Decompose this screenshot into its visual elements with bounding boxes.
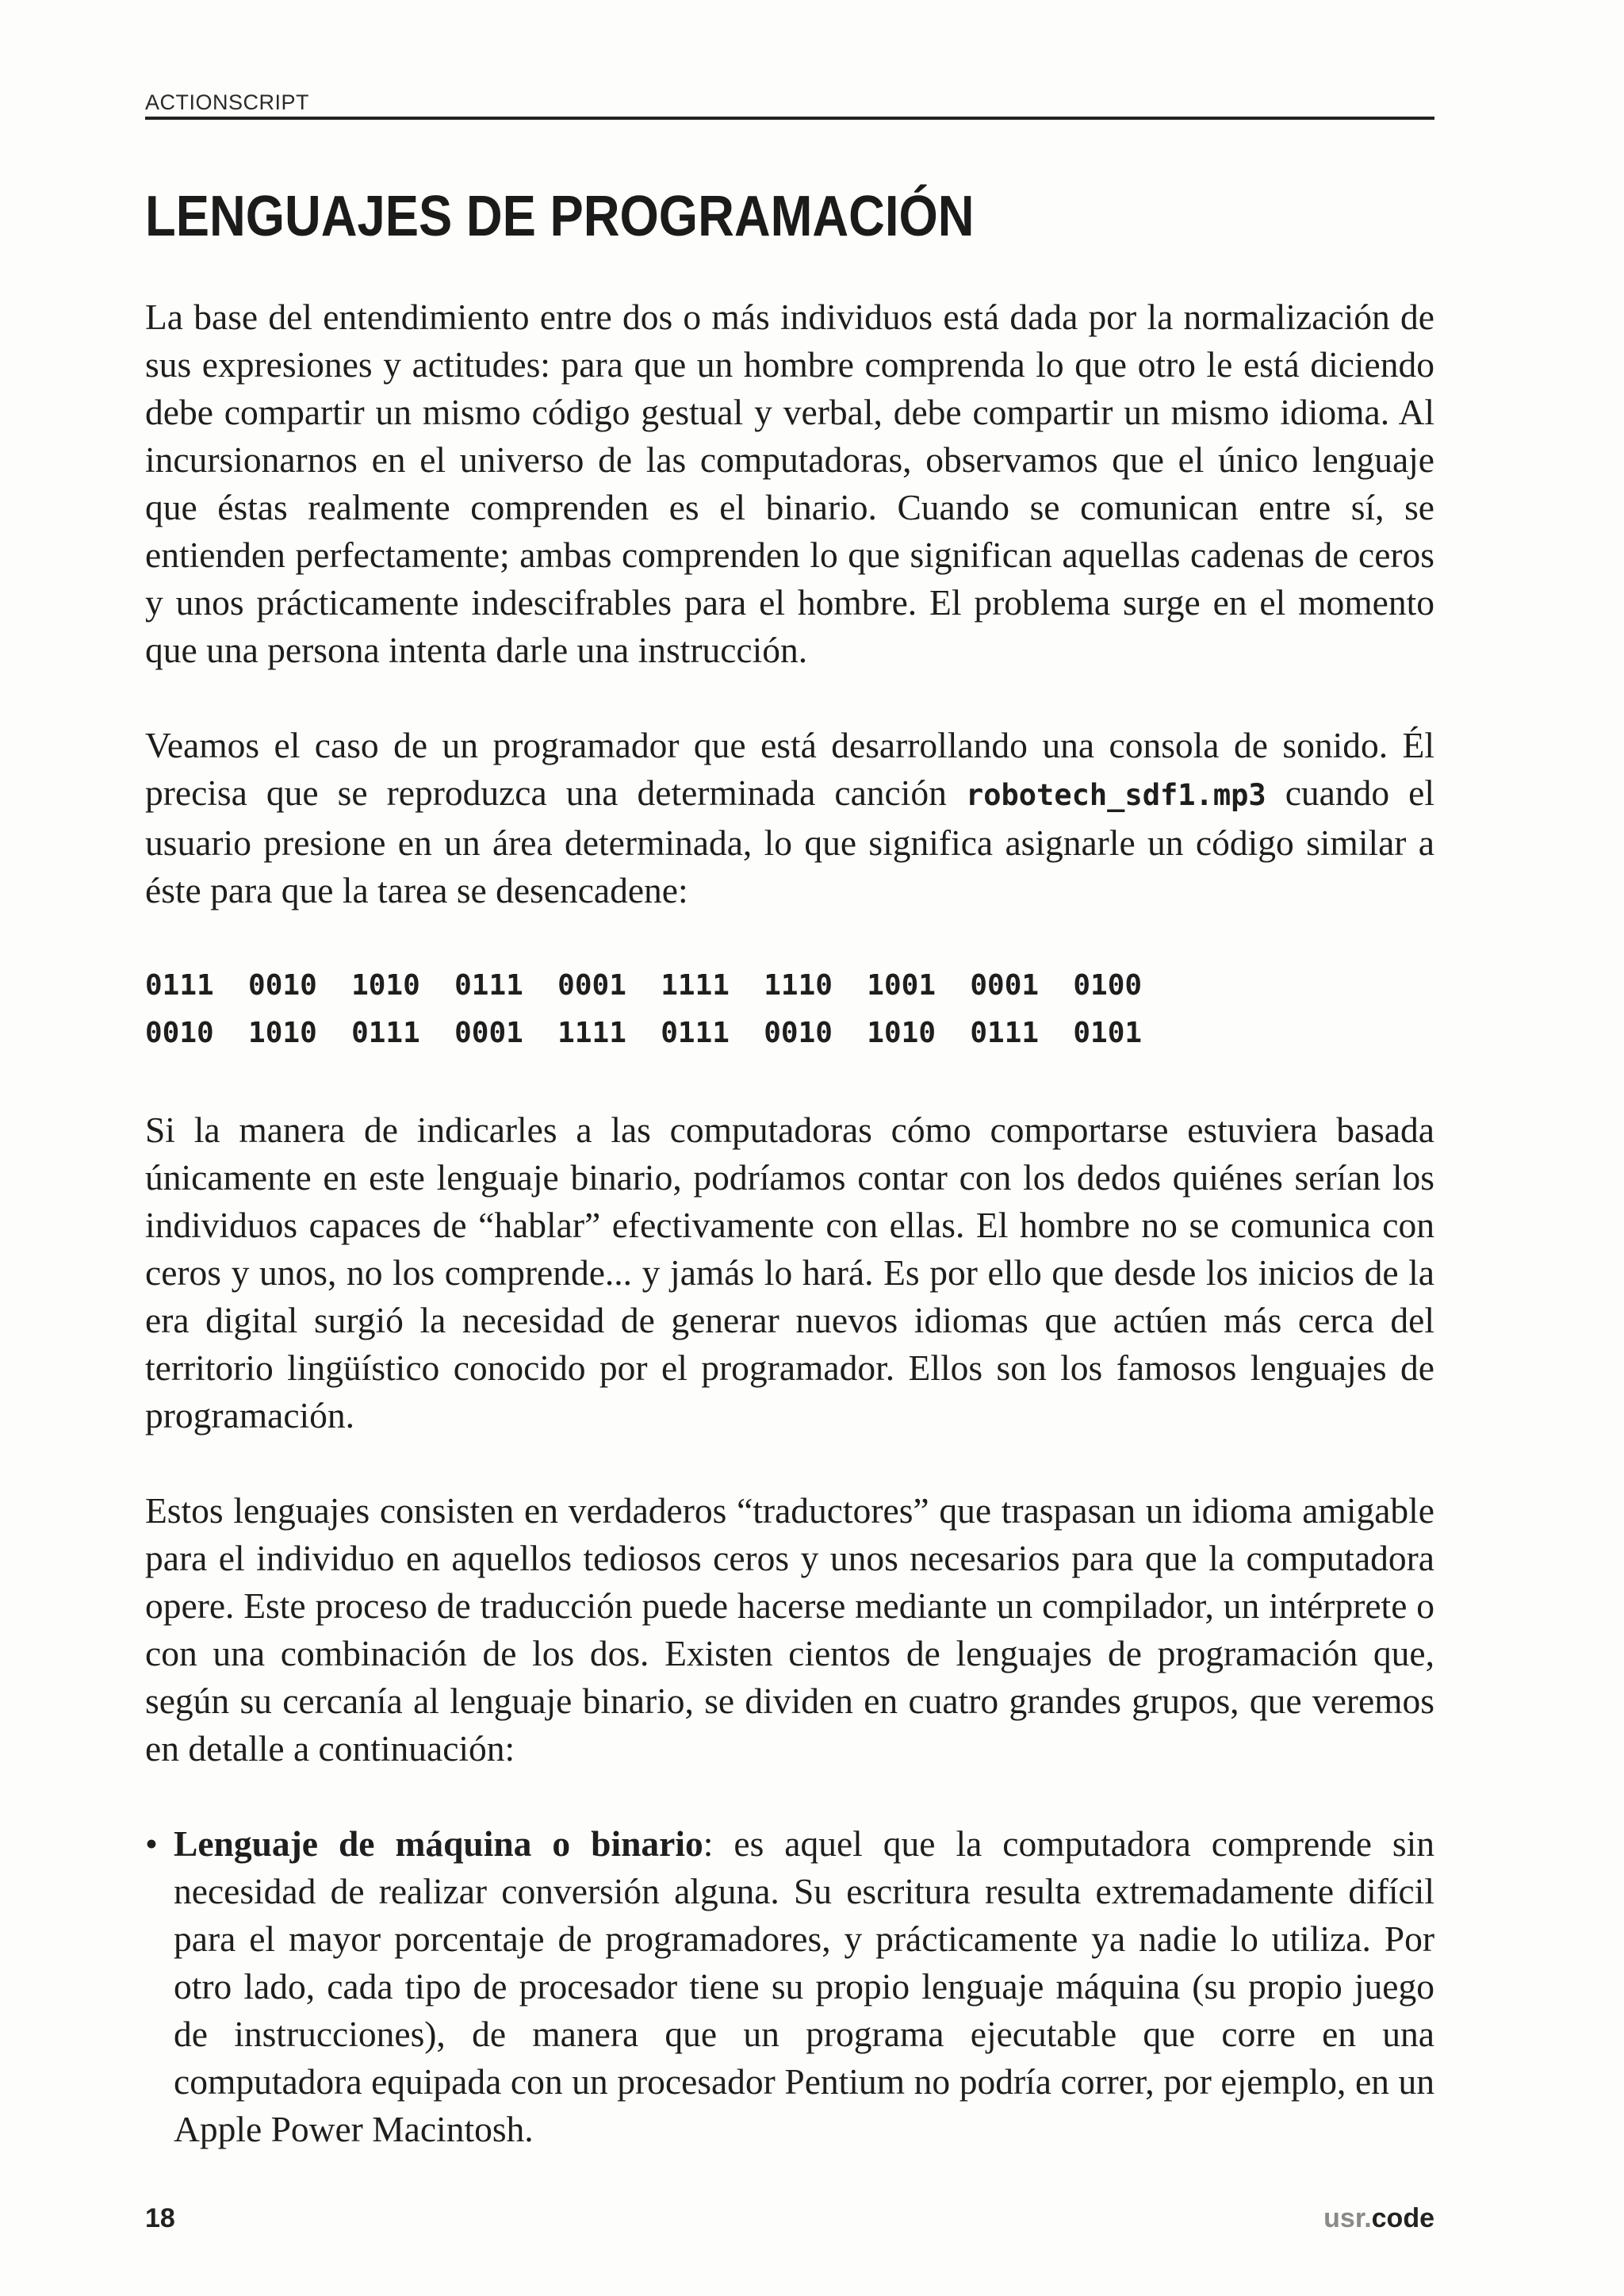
paragraph-translators: Estos lenguajes consisten en verdaderos “traductores” que traspasan un idioma amigable para el individuo en aquellos tediosos ceros y unos necesarios para que la computadora opere. Este proceso de traducción puede hacerse mediante un compilador, un intérprete o con una combinación de los dos. Existen cientos de lenguajes de programación que, según su cercanía al lenguaje binario, se dividen en cuatro grandes grupos, que veremos en detalle a continuación: (145, 1490, 1434, 1769)
paragraph-example (145, 722, 1434, 914)
bullet-icon: • (145, 1823, 158, 1864)
list-item-description: : es aquel que la computadora comprende sin necesidad de realizar conversión alguna. Su escritura resulta extremadamente difícil para el mayor porcentaje de programadores, y prácticamente ya nadie lo utiliza. Por otro lado, cada tipo de procesador tiene su propio lenguaje máquina (su propio juego de instrucciones), de manera que un programa ejecutable que corre en una computadora equipada con un procesador Pentium no podría correr, por ejemplo, en un Apple Power Macintosh. (174, 1823, 1435, 2149)
paragraph-example-text-2: cuando el usuario presione en un área determinada, lo que significa asignarle un código similar a éste para que la tarea se desencadene: (145, 772, 1434, 910)
paragraph-intro: La base del entendimiento entre dos o más individuos está dada por la normalización de sus expresiones y actitudes: para que un hombre comprenda lo que otro le está diciendo debe compartir un mismo código gestual y verbal, debe compartir un mismo idioma. Al incursionarnos en el universo de las computadoras, observamos que el único lenguaje que éstas realmente comprenden es el binario. Cuando se comunican entre sí, se entienden perfectamente; ambas comprenden lo que significan aquellas cadenas de ceros y unos prácticamente indescifrables para el hombre. El problema surge en el momento que una persona intenta darle una instrucción. (145, 297, 1434, 670)
list-item-term: Lenguaje de máquina o binario (174, 1823, 703, 1864)
publisher-brand (1323, 2203, 1434, 2234)
body-text (145, 293, 1434, 2153)
inline-code-filename: robotech_sdf1.mp3 (965, 778, 1266, 812)
book-page (145, 0, 1434, 2296)
running-header: ACTIONSCRIPT (145, 90, 310, 114)
header-rule (145, 117, 1434, 120)
brand-part-2: code (1371, 2203, 1434, 2233)
chapter-section-title: LENGUAJES DE PROGRAMACIÓN (145, 185, 975, 248)
page-number: 18 (145, 2203, 175, 2233)
paragraph-example-text-1: Veamos el caso de un programador que está desarrollando una consola de sonido. Él precisa que se reproduzca una determinada canción (145, 725, 1434, 813)
list-item (145, 1820, 1434, 2153)
binary-code-line: 0111 0010 1010 0111 0001 1111 1110 1001 0001 0100 (145, 969, 1143, 1002)
brand-part-1: usr. (1323, 2203, 1372, 2233)
binary-code-block (145, 962, 1434, 1057)
list-item-text (174, 1820, 1434, 2153)
paragraph-binary-language: Si la manera de indicarles a las computadoras cómo comportarse estuviera basada únicamente en este lenguaje binario, podríamos contar con los dedos quiénes serían los individuos capaces de “hablar” efectivamente con ellas. El hombre no se comunica con ceros y unos, no los comprende... y jamás lo hará. Es por ello que desde los inicios de la era digital surgió la necesidad de generar nuevos idiomas que actúen más cerca del territorio lingüístico conocido por el programador. Ellos son los famosos lenguajes de programación. (145, 1110, 1434, 1435)
binary-code-line: 0010 1010 0111 0001 1111 0111 0010 1010 0111 0101 (145, 1017, 1143, 1049)
